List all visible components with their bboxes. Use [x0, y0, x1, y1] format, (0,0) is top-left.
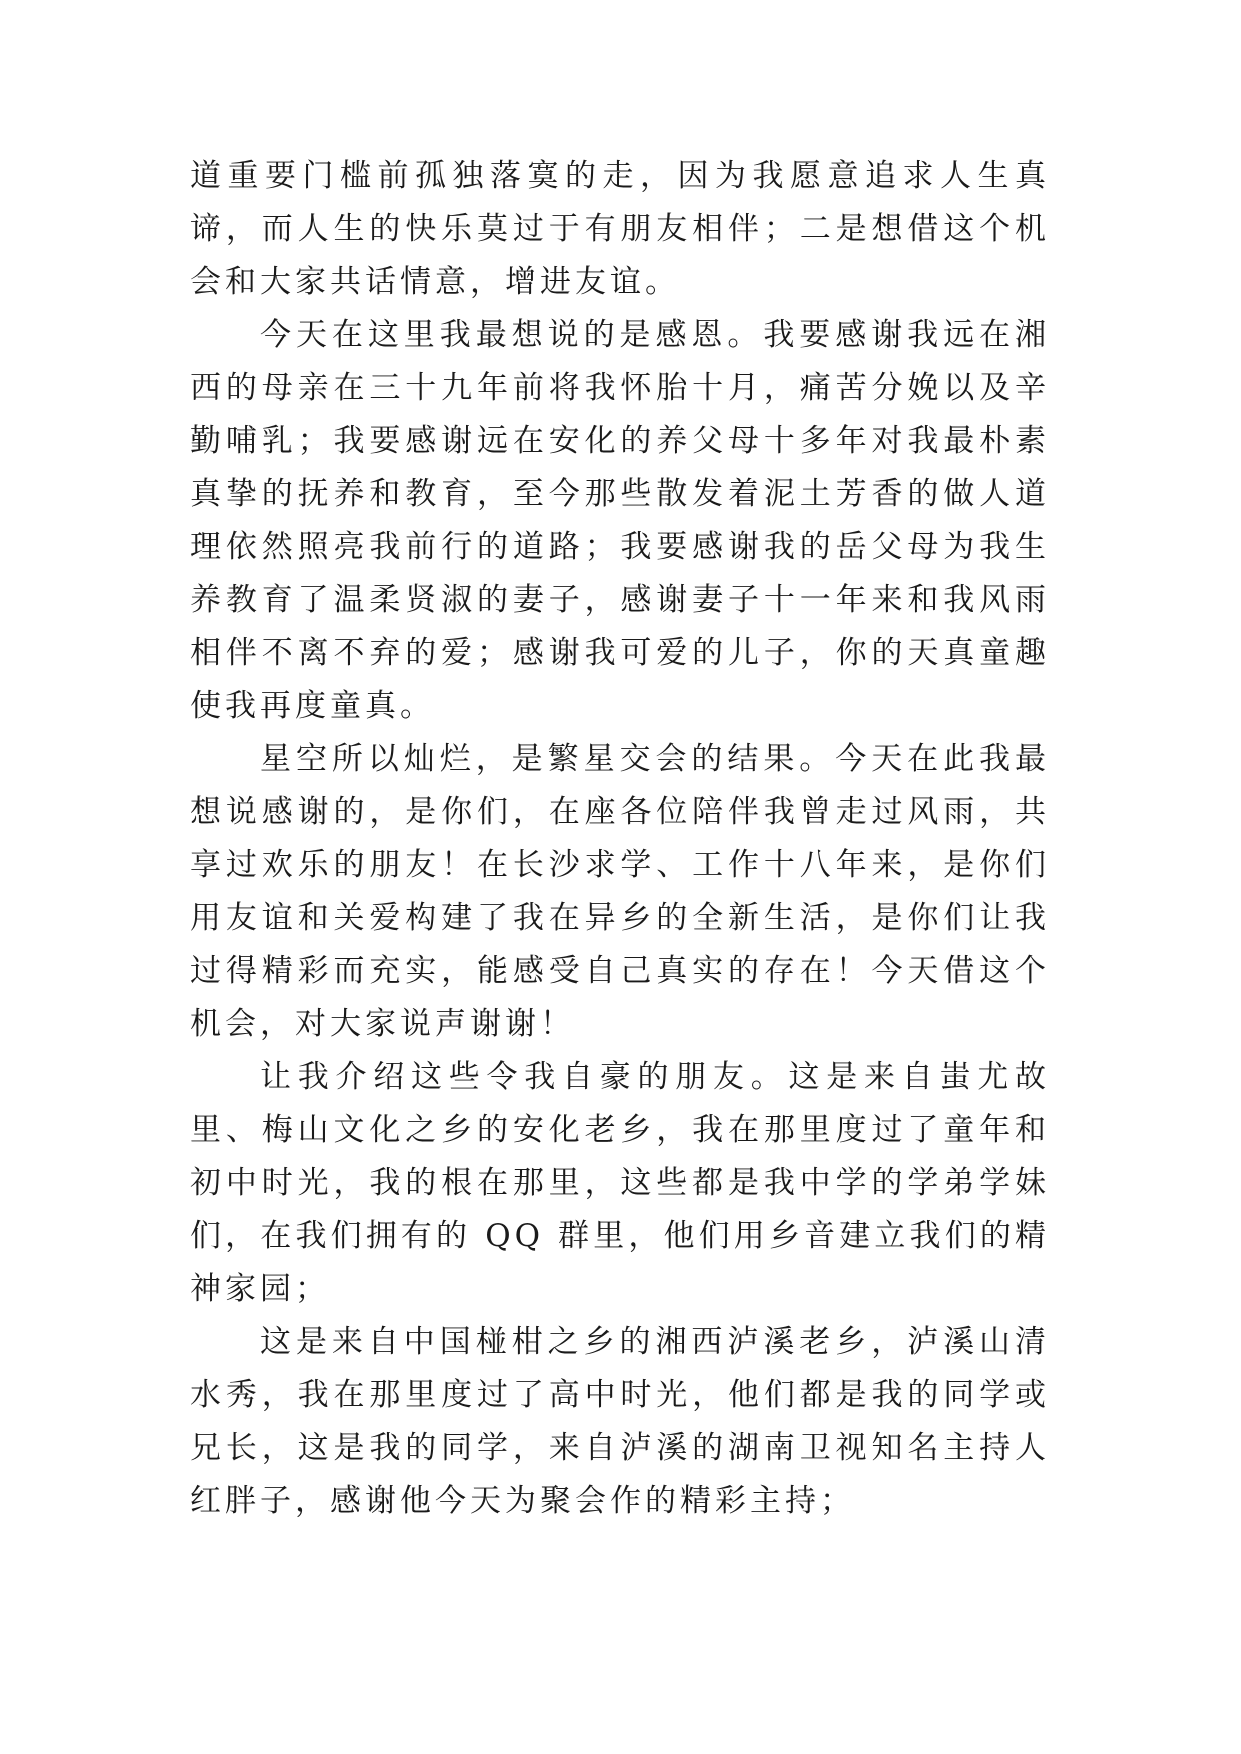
paragraph-1: 道重要门槛前孤独落寞的走，因为我愿意追求人生真谛，而人生的快乐莫过于有朋友相伴；二是想借这个机会和大家共话情意，增进友谊。 — [190, 158, 1050, 300]
paragraph-3: 星空所以灿烂，是繁星交会的结果。今天在此我最想说感谢的，是你们，在座各位陪伴我曾走过风雨，共享过欢乐的朋友！在长沙求学、工作十八年来，是你们用友谊和关爱构建了我在异乡的全新生活，是你们让我过得精彩而充实，能感受自己真实的存在！今天借这个机会，对大家说声谢谢！ — [190, 741, 1050, 1042]
paragraph-5: 这是来自中国椪柑之乡的湘西泸溪老乡，泸溪山清水秀，我在那里度过了高中时光，他们都是我的同学或兄长，这是我的同学，来自泸溪的湖南卫视知名主持人红胖子，感谢他今天为聚会作的精彩主持； — [190, 1324, 1050, 1519]
paragraph-4: 让我介绍这些令我自豪的朋友。这是来自蚩尤故里、梅山文化之乡的安化老乡，我在那里度过了童年和初中时光，我的根在那里，这些都是我中学的学弟学妹们，在我们拥有的 QQ 群里，他们用乡音建立我们的精神家园； — [190, 1059, 1050, 1307]
paragraph-2: 今天在这里我最想说的是感恩。我要感谢我远在湘西的母亲在三十九年前将我怀胎十月，痛苦分娩以及辛勤哺乳；我要感谢远在安化的养父母十多年对我最朴素真挚的抚养和教育，至今那些散发着泥土芳香的做人道理依然照亮我前行的道路；我要感谢我的岳父母为我生养教育了温柔贤淑的妻子，感谢妻子十一年来和我风雨相伴不离不弃的爱；感谢我可爱的儿子，你的天真童趣使我再度童真。 — [190, 317, 1050, 724]
body-text — [190, 150, 1050, 1528]
